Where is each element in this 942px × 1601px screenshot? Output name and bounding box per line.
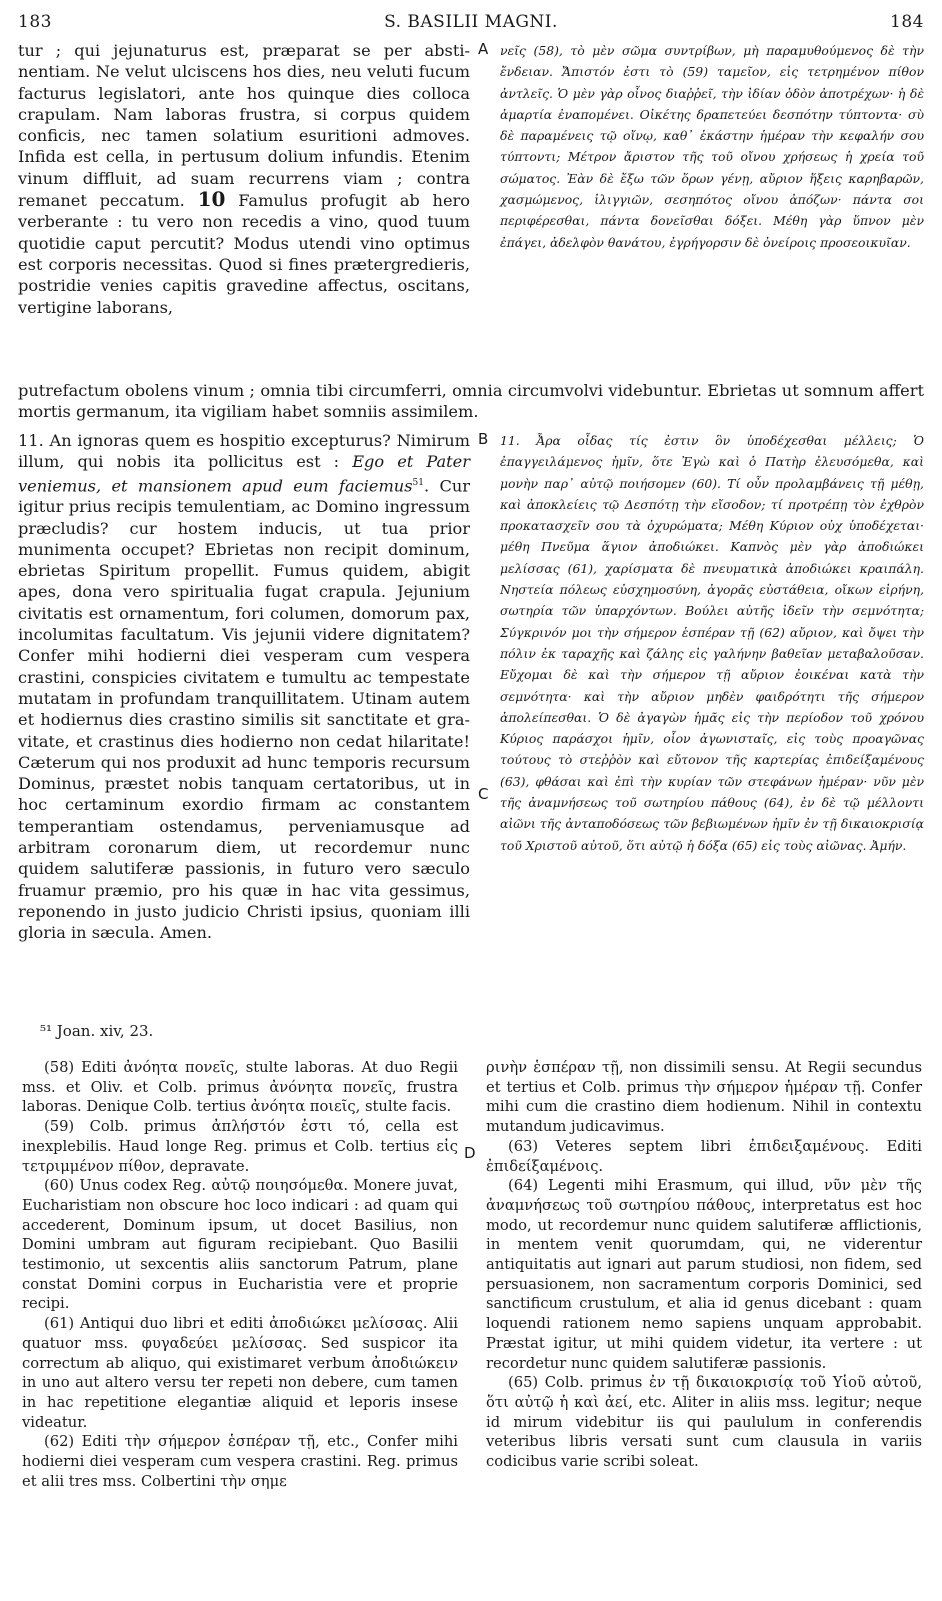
margin-marker-d: D <box>464 1144 476 1162</box>
latin-text-10a: tur ; qui jejunaturus est, præparat se per abstinentiam. Ne velut ulciscens hos dies, neu veluti fucum facturus legislatori, ante hos quinque dies colloca crapulam. Nam laboras frustra, si corpus quidem conficis, nec tamen solatium esuritioni admoves. Infida est cella, in pertusum dolium infundis. Etenim vinum diffluit, ad suam recurrens viam ; contra remanet peccatum. <box>18 41 470 211</box>
note-59: (59) Colb. primus ἀπλήστόν ἐστι τό, cella est inexplebilis. Haud longe Reg. primus et Colb. tertius εἰς τετριμμένον πίθον, depravate. <box>22 1118 458 1175</box>
latin-text-10b: Famulus profugit ab hero verberante : tu vero non recedis a vino, quod tuum quotidie caput percutit? Modus utendi vino optimus est corporis necessitas. Quod si fines prætergredieris, postridie venies capitis gravedine affectus, oscitans, vertigine laborans, <box>18 191 471 317</box>
note-61: (61) Antiqui duo libri et editi ἀποδιώκει μελίσσας. Alii quatuor mss. φυγαδεύει μελίσσας. Sed suspicor ita correctum ab aliquo, qui existimaret verbum ἀποδιώκειν in uno aut altero versu ter repeti non debere, cum tamen in hac repetitione elegantiæ aliquid et leporis insese videatur. <box>22 1315 458 1431</box>
note-65: (65) Colb. primus ἐν τῇ δικαιοκρισίᾳ τοῦ Υἱοῦ αὐτοῦ, ὅτι αὐτῷ ἡ καὶ ἀεί, etc. Aliter in aliis mss. legitur; neque id mirum videbitur iis qui paululum in conferendis veteribus libris versati sunt cum clausula in variis codicibus varie scribi soleat. <box>486 1374 922 1471</box>
margin-marker-c: C <box>478 785 489 803</box>
full-width-latin-line: putrefactum obolens vinum ; omnia tibi circumferri, omnia circumvolvi videbuntur. Ebrietas ut somnum affert mortis germanum, ita vigiliam habet somniis assimilem. <box>18 381 924 422</box>
latin-text-11b: . Cur igitur prius recipis temulentiam, ac Domino ingressum præcludis? cur hostem inducis, ut tua prior munimenta occupet? Ebrietas non recipit dominum, ebrietas Spiritum propellit. Fumus quidem, abigit apes, dona vero spiritualia fugat crapula. Jejunium civitatis est ornamentum, fori columen, domorum pax, incolumitas facultatum. Vis jejunii videre dignitatem? Confer mihi hodierni diei vesperam cum vespera crastini, conspicies civitatem e tumultu ac tempestate mutatam in profundam tranquillitatem. Utinam autem et hodiernus dies crastino similis sit sanctitate et gravitate, et crastinus dies hodierno non cedat hilaritate! Cæterum qui nos produxit ad hunc temporis recursum Dominus, præstet nobis tanquam certatoribus, ut in hoc certaminum exordio firmam ac constantem temperantiam ostendamus, perveniamusque ad arbitram coronarum diem, ut recordemur nunc quidem salutiferæ passionis, in futuro vero sæculo fruamur præmio, pro his quæ in hac vita gessimus, reponendo in justo judicio Christi ipsius, quoniam illi gloria in sæcula. Amen. <box>18 475 470 943</box>
latin-column-section-11 <box>18 430 470 944</box>
running-header <box>18 12 924 40</box>
latin-column-section-10 <box>18 40 470 318</box>
section-number-10: 10 <box>197 187 226 212</box>
note-62-continued: ρινὴν ἑσπέραν τῇ, non dissimili sensu. At Regii secundus et tertius et Colb. primus τὴν σήμερον ἡμέραν τῇ. Confer mihi cum die crastino diem hodienum. Nihil in contextu mutandum judicavimus. <box>486 1059 922 1136</box>
greek-column-section-11 <box>500 430 924 856</box>
note-62: (62) Editi τὴν σήμερον ἑσπέραν τῇ, etc., Confer mihi hodierni diei vesperam cum vespera crastini. Reg. primus et alii tres mss. Colbertini τὴν σημε <box>22 1433 458 1490</box>
note-64: (64) Legenti mihi Erasmum, qui illud, νῦν μὲν τῆς ἀναμνήσεως τοῦ σωτηρίου πάθους, interpretatus est hoc modo, ut recordemur nunc quidem salutiferæ afflictionis, in mentem venit quorumdam, qui, ne viderentur antiquitatis aut ignari aut parum studiosi, non fidem, sed persuasionem, non sacramentum corporis Dominici, sed sanctificum crustulum, et alia id genus dicebant : quam loquendi rationem nemo sapiens unquam approbabit. Præstat igitur, ut mihi quidem videtur, ita vertere : ut recordetur nunc quidem salutiferæ passionis. <box>486 1177 922 1372</box>
notes-right-column <box>486 1058 922 1472</box>
notes-left-column <box>22 1058 458 1491</box>
note-63: (63) Veteres septem libri ἐπιδειξαμένους. Editi ἐπιδείξαμένοις. <box>486 1137 922 1175</box>
page-number-right: 184 <box>890 12 924 32</box>
latin-text-11a: 11. An ignoras quem es hospitio excepturus? Nimirum illum, qui nobis ita pollicitus est : <box>18 431 470 472</box>
running-title: S. BASILII MAGNI. <box>384 12 558 32</box>
greek-column-section-10 <box>500 40 924 253</box>
greek-paragraph-10: νεῖς (58), τὸ μὲν σῶμα συντρίβων, μὴ παραμυθούμενος δὲ τὴν ἔνδειαν. Ἄπιστόν ἐστι τὸ (59) ταμεῖον, εἰς τετρημένον πίθον ἀντλεῖς. Ὁ μὲν γὰρ οἶνος διαῤῥεῖ, τὴν ἰδίαν ὁδὸν ἀποτρέχων· ἡ δὲ ἁμαρτία ἐναπομένει. Οἰκέτης δραπετεύει δεσπότην τύπτοντα· σὺ δὲ παραμένεις τῷ οἴνῳ, καθ᾽ ἑκάστην ἡμέραν τὴν κεφαλήν σου τύπτοντι; Μέτρον ἄριστον τῆς τοῦ οἴνου χρήσεως ἡ χρεία τοῦ σώματος. Ἐὰν δὲ ἔξω τῶν ὅρων γένῃ, αὔριον ἥξεις καρηβαρῶν, χασμώμενος, ἰλιγγιῶν, σεσηπότος οἴνου ἀπόζων· πάντα σοι περιφέρεσθαι, πάντα δονεῖσθαι δόξει. Μέθη γὰρ ὕπνον μὲν ἐπάγει, ἀδελφὸν θανάτου, ἐγρήγορσιν δὲ ὀνείροις προσεοικυῖαν. <box>500 43 924 250</box>
latin-quote-john: Ego et Pater veniemus, et mansionem apud eum faciemus <box>18 452 470 495</box>
margin-marker-a: A <box>478 40 489 58</box>
footnote-marker-51: 51 <box>412 477 424 488</box>
note-60: (60) Unus codex Reg. αὐτῷ ποιησόμεθα. Monere juvat, Eucharistiam non obscure hoc loco indicari : ad quam qui accederent, Dominum ipsum, ut docet Basilius, non Domini umbram aut figuram recipiebant. Quo Basilii testimonio, ut sexcentis aliis sanctorum Patrum, plane constat Domini corpus in Eucharistia vere et proprie recipi. <box>22 1177 458 1313</box>
margin-marker-b: B <box>478 430 489 448</box>
greek-paragraph-11: 11. Ἆρα οἶδας τίς ἐστιν ὃν ὑποδέχεσθαι μέλλεις; Ὁ ἐπαγγειλάμενος ἡμῖν, ὅτε Ἐγὼ καὶ ὁ Πατὴρ ἐλευσόμεθα, καὶ μονὴν παρ᾽ αὐτῷ ποιήσομεν (60). Τί οὖν προλαμβάνεις τῇ μέθῃ, καὶ ἀποκλείεις τῷ Δεσπότῃ τὴν εἴσοδον; τί προτρέπῃ τὸν ἐχθρὸν προκατασχεῖν σου τὰ ὀχυρώματα; Μέθη Κύριον οὐχ ὑποδέχεται· μέθη Πνεῦμα ἅγιον ἀποδιώκει. Καπνὸς μὲν γὰρ ἀποδιώκει μελίσσας (61), χαρίσματα δὲ πνευματικὰ ἀποδιώκει κραιπάλη. Νηστεία πόλεως εὐσχημοσύνη, ἀγορᾶς εὐστάθεια, οἴκων εἰρήνη, σωτηρία τῶν ὑπαρχόντων. Βούλει αὐτῆς ἰδεῖν τὴν σεμνότητα; Σύγκρινόν μοι τὴν σήμερον ἑσπέραν τῇ (62) αὔριον, καὶ ὄψει τὴν πόλιν ἐκ ταραχῆς καὶ ζάλης εἰς γαλήνην βαθεῖαν μεταβαλοῦσαν. Εὔχομαι δὲ καὶ τὴν σήμερον τῇ αὔριον ἐοικέναι κατὰ τὴν σεμνότητα· καὶ τὴν αὔριον μηδὲν φαιδρότητι τῆς σήμερον ἀπολείπεσθαι. Ὁ δὲ ἀγαγὼν ἡμᾶς εἰς τὴν περίοδον τοῦ χρόνου Κύριος παράσχοι ἡμῖν, οἷον ἀγωνισταῖς, εἰς τοὺς προαγῶνας τούτους τὸ στεῤῥὸν καὶ εὔτονον τῆς καρτερίας ἐπιδείξαμένους (63), φθάσαι καὶ ἐπὶ τὴν κυρίαν τῶν στεφάνων ἡμέραν· νῦν μὲν τῆς ἀναμνήσεως τοῦ σωτηρίου πάθους (64), ἐν δὲ τῷ μέλλοντι αἰῶνι τῆς ἀνταποδόσεως τῶν βεβιωμένων ἡμῖν ἐν τῇ δικαιοκρισίᾳ τοῦ Χριστοῦ αὐτοῦ, ὅτι αὐτῷ ἡ δόξα (65) εἰς τοὺς αἰῶνας. Ἀμήν. <box>500 433 924 853</box>
latin-paragraph-10 <box>18 40 470 318</box>
latin-paragraph-11 <box>18 430 470 944</box>
page <box>18 12 924 1592</box>
footnote-reference-51: ⁵¹ Joan. xiv, 23. <box>40 1022 154 1040</box>
page-number-left: 183 <box>18 12 52 32</box>
note-58: (58) Editi ἀνόητα πονεῖς, stulte laboras. At duo Regii mss. et Oliv. et Colb. primus ἀνόνητα πονεῖς, frustra laboras. Denique Colb. tertius ἀνόητα ποιεῖς, stulte facis. <box>22 1059 458 1116</box>
